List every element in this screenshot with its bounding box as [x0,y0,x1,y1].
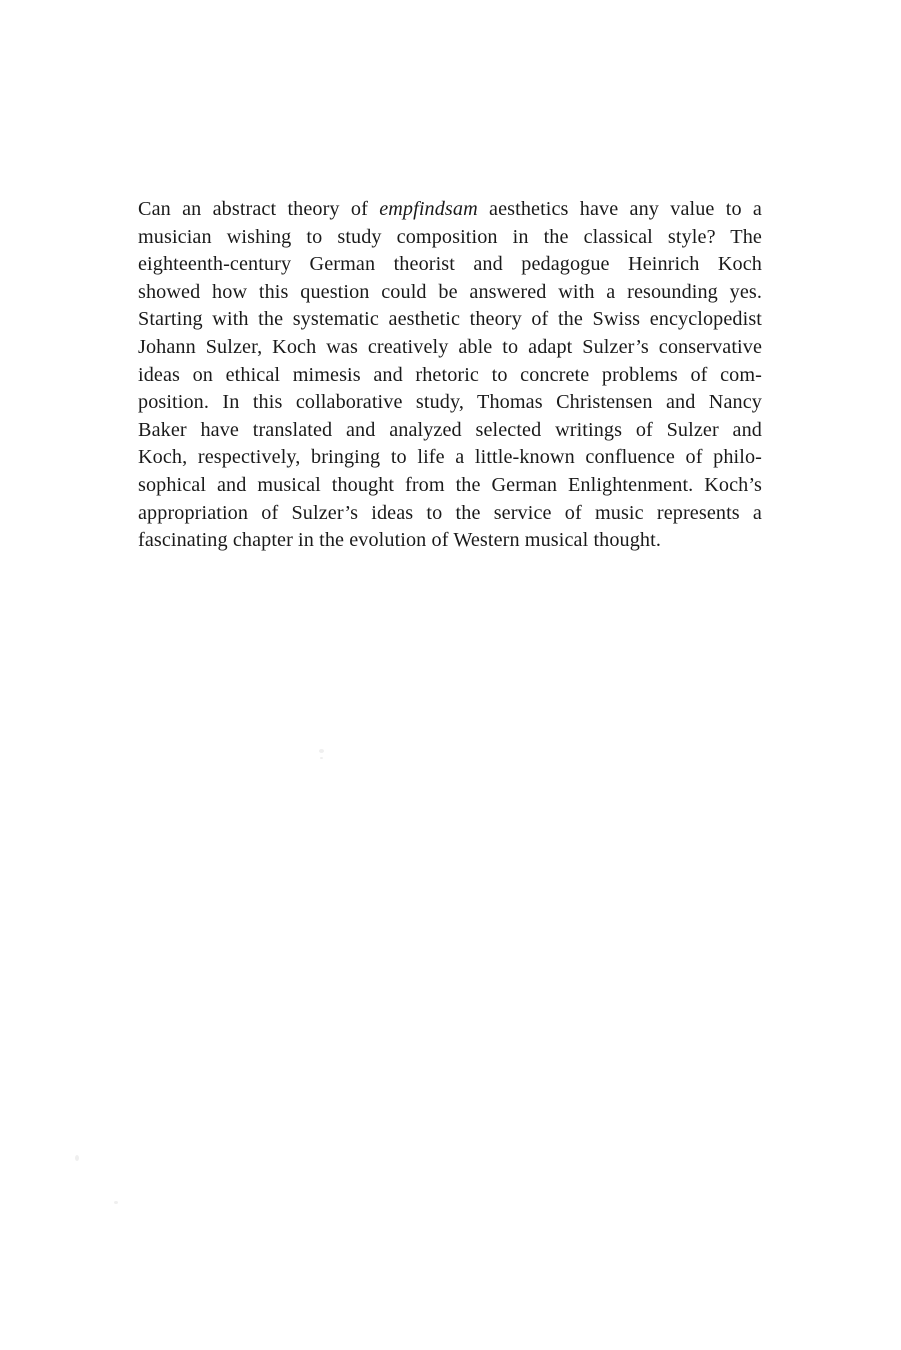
text-line-segment: aesthetics have any value to a [477,198,762,220]
text-line: musician wishing to study composition in the classical style? The [138,225,762,248]
text-line: Starting with the systematic aesthetic theory of the Swiss encyclopedist [138,308,762,331]
text-line: eighteenth-century German theorist and pedagogue Heinrich Koch [138,253,762,276]
text-line: position. In this collaborative study, Thomas Christensen and Nancy [138,391,762,414]
text-line [138,196,762,224]
text-line-segment: Can an abstract theory of [138,198,380,220]
emphasis-empfindsam: empfindsam [379,198,478,220]
scan-speck [114,1201,118,1204]
scan-speck [75,1155,79,1161]
text-line: ideas on ethical mimesis and rhetoric to concrete problems of com- [138,363,762,386]
text-line: Koch, respectively, bringing to life a little-known confluence of philo- [138,446,762,469]
scan-speck [319,749,324,753]
text-line: Baker have translated and analyzed selected writings of Sulzer and [138,418,762,441]
blurb-paragraph [138,196,762,555]
text-line: Johann Sulzer, Koch was creatively able to adapt Sulzer’s conservative [138,335,762,358]
text-line: sophical and musical thought from the German Enlightenment. Koch’s [138,473,762,496]
text-line: fascinating chapter in the evolution of Western musical thought. [138,529,661,552]
text-line: showed how this question could be answered with a resounding yes. [138,280,762,303]
scan-speck [320,757,323,759]
text-line: appropriation of Sulzer’s ideas to the service of music represents a [138,501,762,524]
